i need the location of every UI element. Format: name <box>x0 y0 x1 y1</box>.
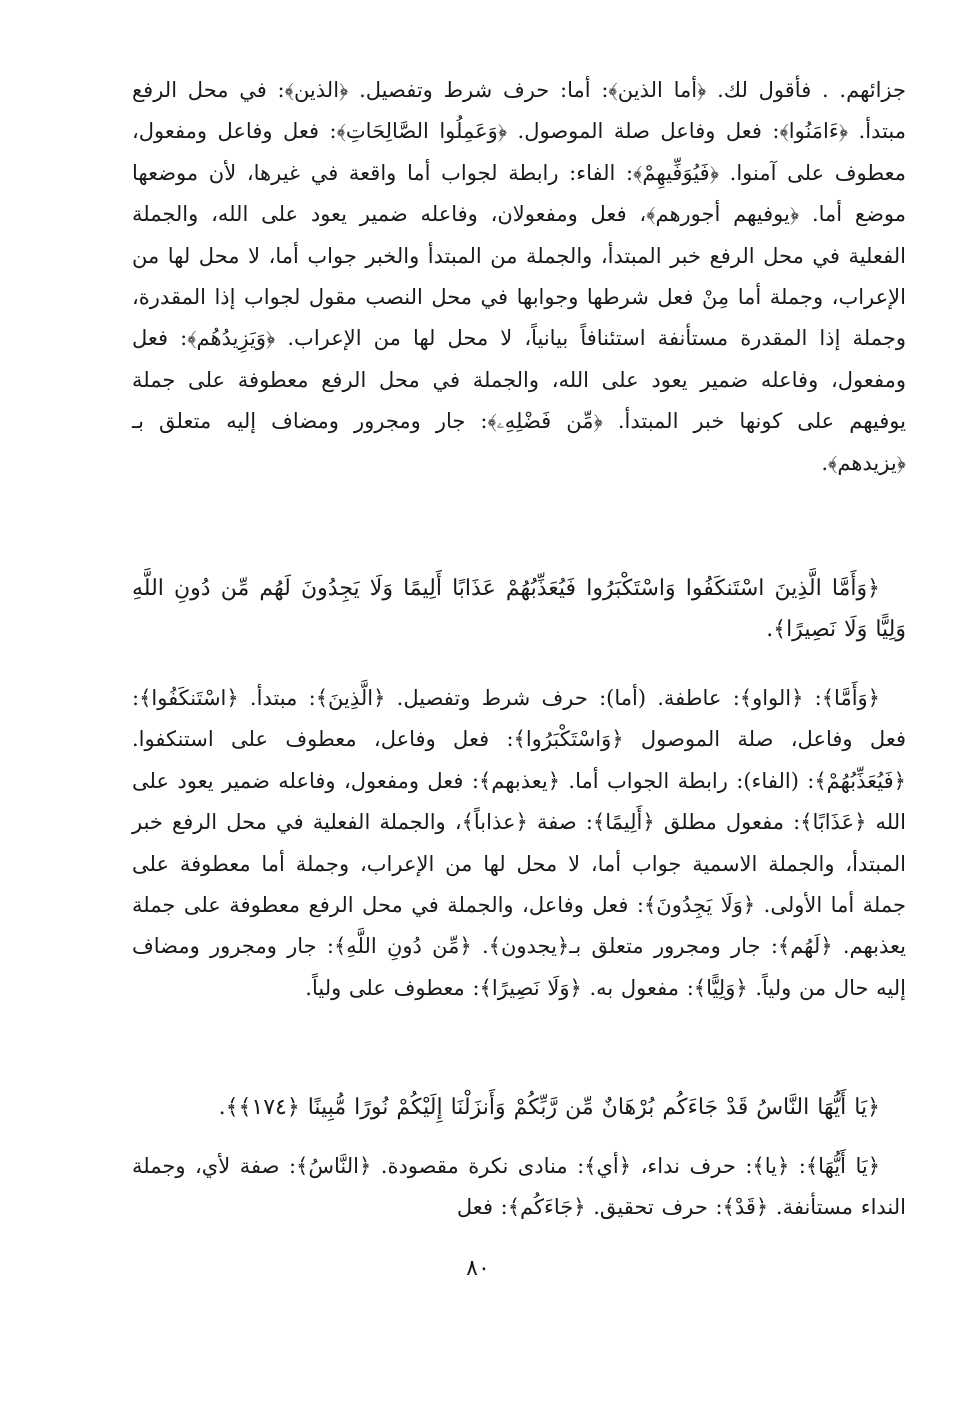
analysis-paragraph-1 <box>132 70 906 484</box>
quran-verse-173 <box>132 568 906 651</box>
page-number: ٨٠ <box>466 1256 490 1281</box>
verse-text: ﴿وَأَمَّا الَّذِينَ اسْتَنكَفُوا وَاسْتَكْبَرُوا فَيُعَذِّبُهُمْ عَذَابًا أَلِيمًا وَلَا يَجِدُونَ لَهُم مِّن دُونِ اللَّهِ وَلِيًّا وَلَا نَصِيرًا﴾. <box>132 576 906 643</box>
paragraph-text: ﴿وَأَمَّا﴾: ﴿الواو﴾: عاطفة. (أما): حرف شرط وتفصيل. ﴿الَّذِينَ﴾: مبتدأ. ﴿اسْتَنكَفُوا﴾: فعل وفاعل، صلة الموصول ﴿وَاسْتَكْبَرُوا﴾: فعل وفاعل، معطوف على استنكفوا. ﴿فَيُعَذِّبُهُمْ﴾: (الفاء): رابطة الجواب أما. ﴿يعذبهم﴾: فعل ومفعول، وفاعله ضمير يعود على الله ﴿عَذَابًا﴾: مفعول مطلق ﴿أَلِيمًا﴾: صفة ﴿عذاباً﴾، والجملة الفعلية في محل الرفع خبر المبتدأ، والجملة الاسمية جواب أما، لا محل لها من الإعراب، وجملة أما معطوفة على جملة أما الأولى. ﴿وَلَا يَجِدُونَ﴾: فعل وفاعل، والجملة في محل الرفع معطوفة على جملة يعذبهم. ﴿لَهُم﴾: جار ومجرور متعلق بـ﴿يجدون﴾. ﴿مِّن دُونِ اللَّهِ﴾: جار ومجرور ومضاف إليه حال من ولياً. ﴿وَلِيًّا﴾: مفعول به. ﴿وَلَا نَصِيرًا﴾: معطوف على ولياً. <box>132 686 906 1000</box>
paragraph-text: جزائهم. . فأقول لك. ﴿أما الذين﴾: أما: حرف شرط وتفصيل. ﴿الذين﴾: في محل الرفع مبتدأ. ﴿ءَامَنُوا﴾: فعل وفاعل صلة الموصول. ﴿وَعَمِلُوا الصَّالِحَاتِ﴾: فعل وفاعل ومفعول، معطوف على آمنوا. ﴿فَيُوَفِّيهِمْ﴾: الفاء: رابطة لجواب أما واقعة في غيرها، لأن موضعها موضع أما. ﴿يوفيهم أجورهم﴾، فعل ومفعولان، وفاعله ضمير يعود على الله، والجملة الفعلية في محل الرفع خبر المبتدأ، والجملة من المبتدأ والخبر جواب أما، لا محل لها من الإعراب، وجملة أما مِنْ فعل شرطها وجوابها في محل النصب مقول لجواب إذا المقدرة، وجملة إذا المقدرة مستأنفة استئنافاً بيانياً، لا محل لها من الإعراب. ﴿وَيَزِيدُهُم﴾: فعل ومفعول، وفاعله ضمير يعود على الله، والجملة في محل الرفع معطوفة على جملة يوفيهم على كونها خبر المبتدأ. ﴿مِّن فَضْلِهِۦ﴾: جار ومجرور ومضاف إليه متعلق بـ ﴿يزيدهم﴾. <box>132 78 907 475</box>
verse-text: ﴿يَا أَيُّهَا النَّاسُ قَدْ جَاءَكُم بُرْهَانٌ مِّن رَّبِّكُمْ وَأَنزَلْنَا إِلَيْكُمْ نُورًا مُّبِينًا ﴿١٧٤﴾﴾. <box>218 1095 880 1120</box>
analysis-paragraph-2 <box>132 678 906 1009</box>
analysis-paragraph-3 <box>132 1146 906 1229</box>
quran-verse-174 <box>132 1087 906 1128</box>
paragraph-text: ﴿يَا أَيُّهَا﴾: ﴿يا﴾: حرف نداء، ﴿أي﴾: منادى نكرة مقصودة. ﴿النَّاسُ﴾: صفة لأي، وجملة النداء مستأنفة. ﴿قَدْ﴾: حرف تحقيق. ﴿جَاءَكُم﴾: فعل <box>132 1154 906 1220</box>
